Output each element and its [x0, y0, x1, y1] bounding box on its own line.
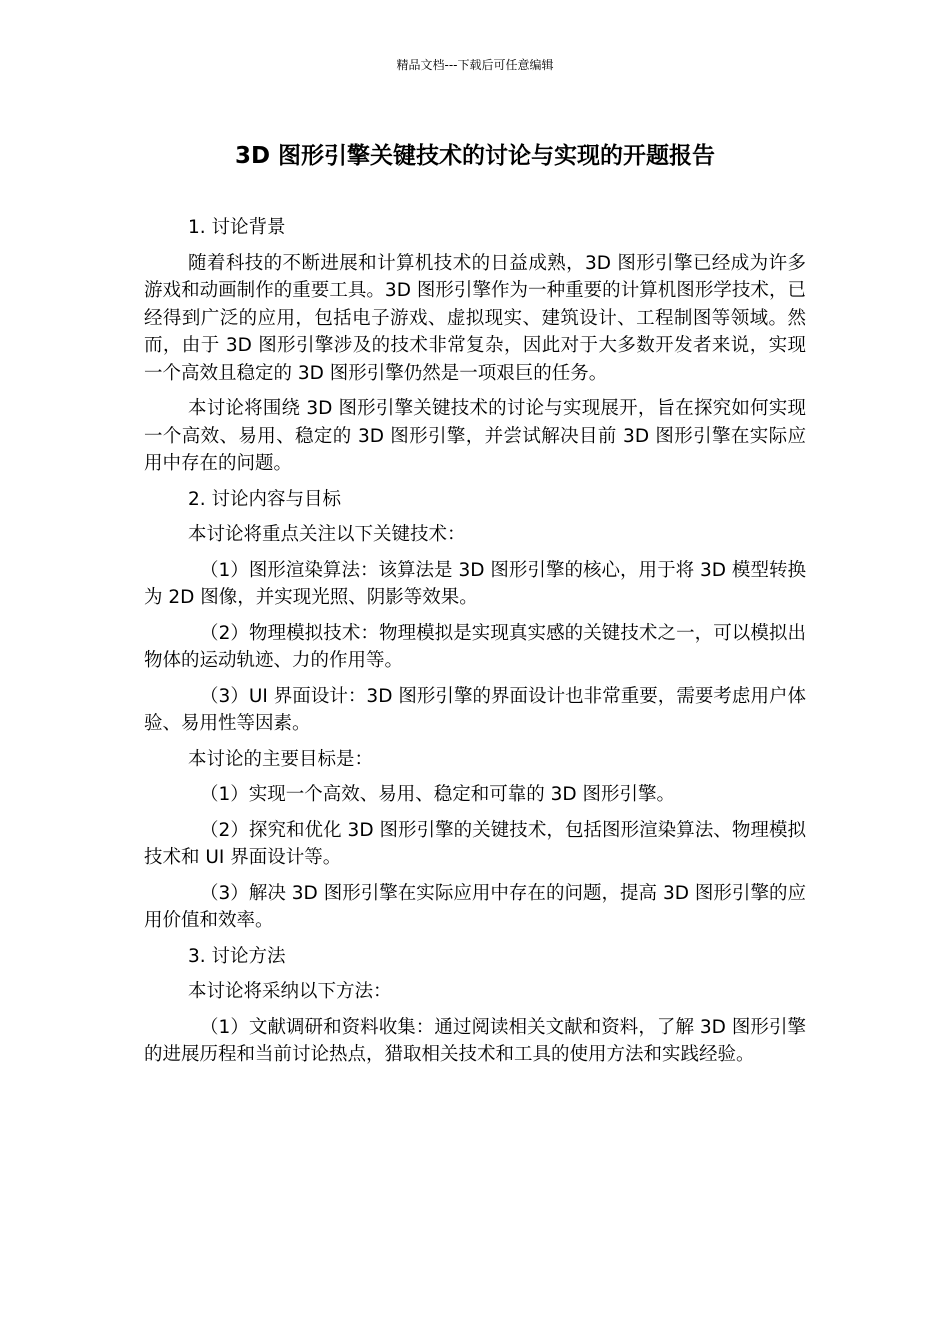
document-title: 3D 图形引擎关键技术的讨论与实现的开题报告: [234, 143, 716, 169]
section-heading-background: 1. 讨论背景: [188, 217, 286, 238]
list-item-method-1: （1）文献调研和资料收集：通过阅读相关文献和资料，了解 3D 图形引擎的进展历程和当前讨论热点，猎取相关技术和工具的使用方法和实践经验。: [144, 1016, 806, 1065]
list-item-goal-1: （1）实现一个高效、易用、稳定和可靠的 3D 图形引擎。: [200, 784, 676, 805]
list-item-physics: （2）物理模拟技术：物理模拟是实现真实感的关键技术之一，可以模拟出物体的运动轨迹、力的作用等。: [144, 622, 806, 671]
paragraph-purpose: 本讨论将围绕 3D 图形引擎关键技术的讨论与实现展开，旨在探究如何实现一个高效、易用、稳定的 3D 图形引擎，并尝试解决目前 3D 图形引擎在实际应用中存在的问题。: [144, 398, 806, 474]
paragraph-goals-intro: 本讨论的主要目标是：: [188, 748, 374, 770]
section-heading-methods: 3. 讨论方法: [188, 945, 286, 967]
paragraph-background: 随着科技的不断进展和计算机技术的日益成熟，3D 图形引擎已经成为许多游戏和动画制作的重要工具。3D 图形引擎作为一种重要的计算机图形学技术，已经得到广泛的应用，包括电子游戏、虚拟现实、建筑设计、工程制图等领域。然而，由于 3D 图形引擎涉及的技术非常复杂，因此对于大多数开发者来说，实现一个高效且稳定的 3D 图形引擎仍然是一项艰巨的任务。: [144, 252, 806, 384]
section-heading-content-goals: 2. 讨论内容与目标: [188, 488, 342, 510]
list-item-ui-design: （3）UI 界面设计：3D 图形引擎的界面设计也非常重要，需要考虑用户体验、易用性等因素。: [144, 685, 806, 734]
document-body: [144, 214, 806, 1077]
paragraph-key-tech-intro: 本讨论将重点关注以下关键技术：: [188, 524, 466, 545]
page-header-note: 精品文档---下载后可任意编辑: [396, 58, 554, 72]
list-item-rendering: （1）图形渲染算法：该算法是 3D 图形引擎的核心，用于将 3D 模型转换为 2D 图像，并实现光照、阴影等效果。: [144, 559, 806, 608]
list-item-goal-3: （3）解决 3D 图形引擎在实际应用中存在的问题，提高 3D 图形引擎的应用价值和效率。: [144, 882, 806, 931]
paragraph-methods-intro: 本讨论将采纳以下方法：: [188, 981, 392, 1002]
list-item-goal-2: （2）探究和优化 3D 图形引擎的关键技术，包括图形渲染算法、物理模拟技术和 UI 界面设计等。: [144, 819, 806, 868]
